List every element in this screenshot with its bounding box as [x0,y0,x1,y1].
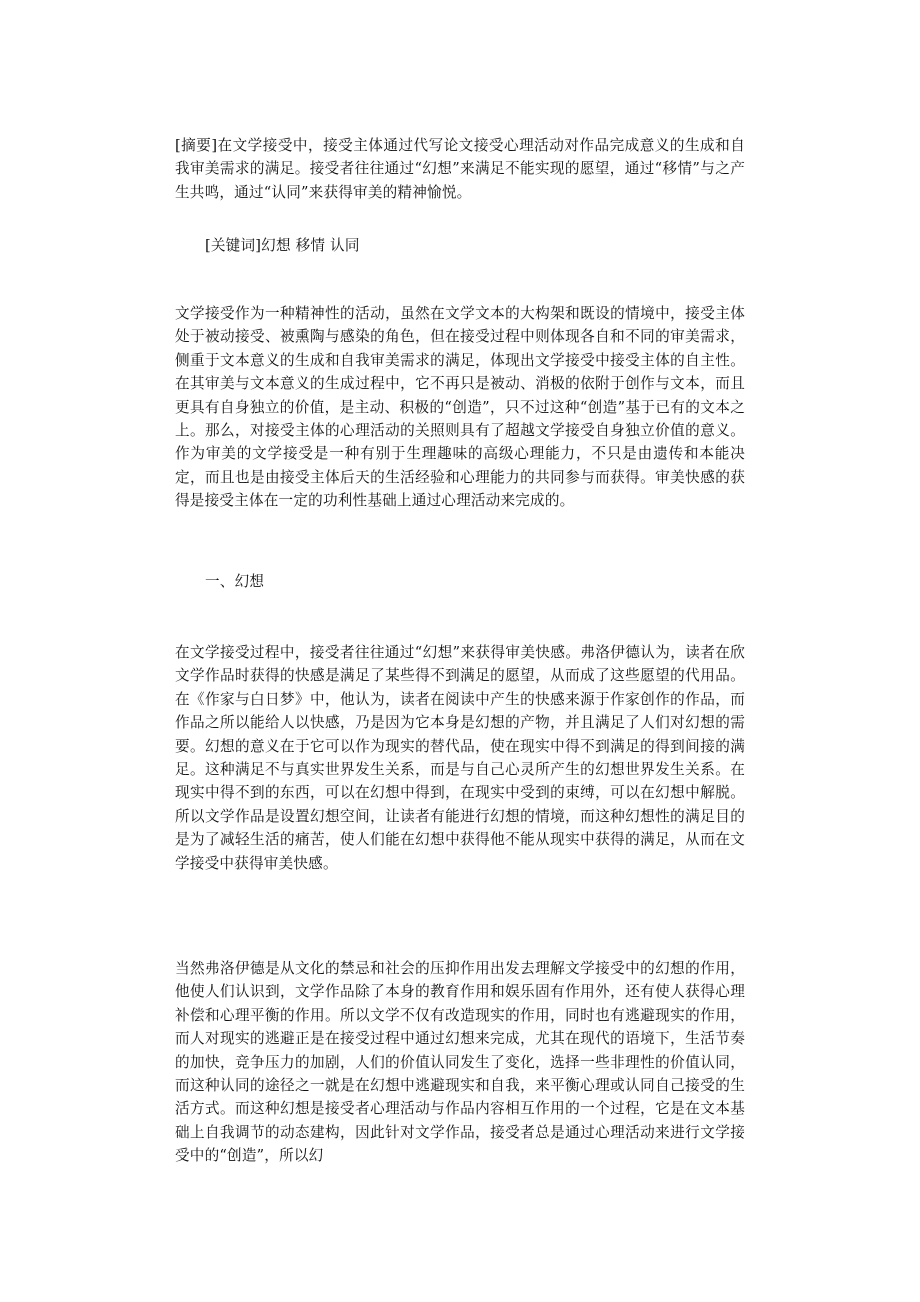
section1-paragraph-1: 在文学接受过程中，接受者往往通过“幻想”来获得审美快感。弗洛伊德认为，读者在欣文学作品时获得的快感是满足了某些得不到满足的愿望，从而成了这些愿望的代用品。在《作家与白日梦》中，他认为，读者在阅读中产生的快感来源于作家创作的作品，而作品之所以能给人以快感，乃是因为它本身是幻想的产物，并且满足了人们对幻想的需要。幻想的意义在于它可以作为现实的替代品，使在现实中得不到满足的得到间接的满足。这种满足不与真实世界发生关系，而是与自己心灵所产生的幻想世界发生关系。在现实中得不到的东西，可以在幻想中得到，在现实中受到的束缚，可以在幻想中解脱。所以文学作品是设置幻想空间，让读者有能进行幻想的情境，而这种幻想性的满足目的是为了减轻生活的痛苦，使人们能在幻想中获得他不能从现实中获得的满足，从而在文学接受中获得审美快感。 [175,644,745,872]
intro-paragraph: 文学接受作为一种精神性的活动，虽然在文学文本的大构架和既设的情境中，接受主体处于被动接受、被熏陶与感染的角色，但在接受过程中则体现各自和不同的审美需求，侧重于文本意义的生成和自我审美需求的满足，体现出文学接受中接受主体的自主性。在其审美与文本意义的生成过程中，它不再只是被动、消极的依附于创作与文本，而且更具有自身独立的价值，是主动、积极的“创造”，只不过这种“创造”基于已有的文本之上。那么，对接受主体的心理活动的关照则具有了超越文学接受自身独立价值的意义。作为审美的文学接受是一种有别于生理趣味的高级心理能力，不只是由遗传和本能决定，而且也是由接受主体后天的生活经验和心理能力的共同参与而获得。审美快感的获得是接受主体在一定的功利性基础上通过心理活动来完成的。 [175,305,745,510]
abstract-paragraph: [摘要]在文学接受中，接受主体通过代写论文接受心理活动对作品完成意义的生成和自我审美需求的满足。接受者往往通过“幻想”来满足不能实现的愿望，通过“移情”与之产生共鸣，通过“认同”来获得审美的精神愉悦。 [175,137,745,201]
keywords-line: [关键词]幻想 移情 认同 [205,237,360,254]
section-heading-fantasy: 一、幻想 [205,573,265,590]
section1-paragraph-2: 当然弗洛伊德是从文化的禁忌和社会的压抑作用出发去理解文学接受中的幻想的作用，他使人们认识到，文学作品除了本身的教育作用和娱乐固有作用外，还有使人获得心理补偿和心理平衡的作用。所以文学不仅有改造现实的作用，同时也有逃避现实的作用，而人对现实的逃避正是在接受过程中通过幻想来完成，尤其在现代的语境下，生活节奏的加快，竞争压力的加剧，人们的价值认同发生了变化，选择一些非理性的价值认同，而这种认同的途径之一就是在幻想中逃避现实和自我，来平衡心理或认同自己接受的生活方式。而这种幻想是接受者心理活动与作品内容相互作用的一个过程，它是在文本基础上自我调节的动态建构，因此针对文学作品，接受者总是通过心理活动来进行文学接受中的“创造”，所以幻 [175,960,745,1165]
